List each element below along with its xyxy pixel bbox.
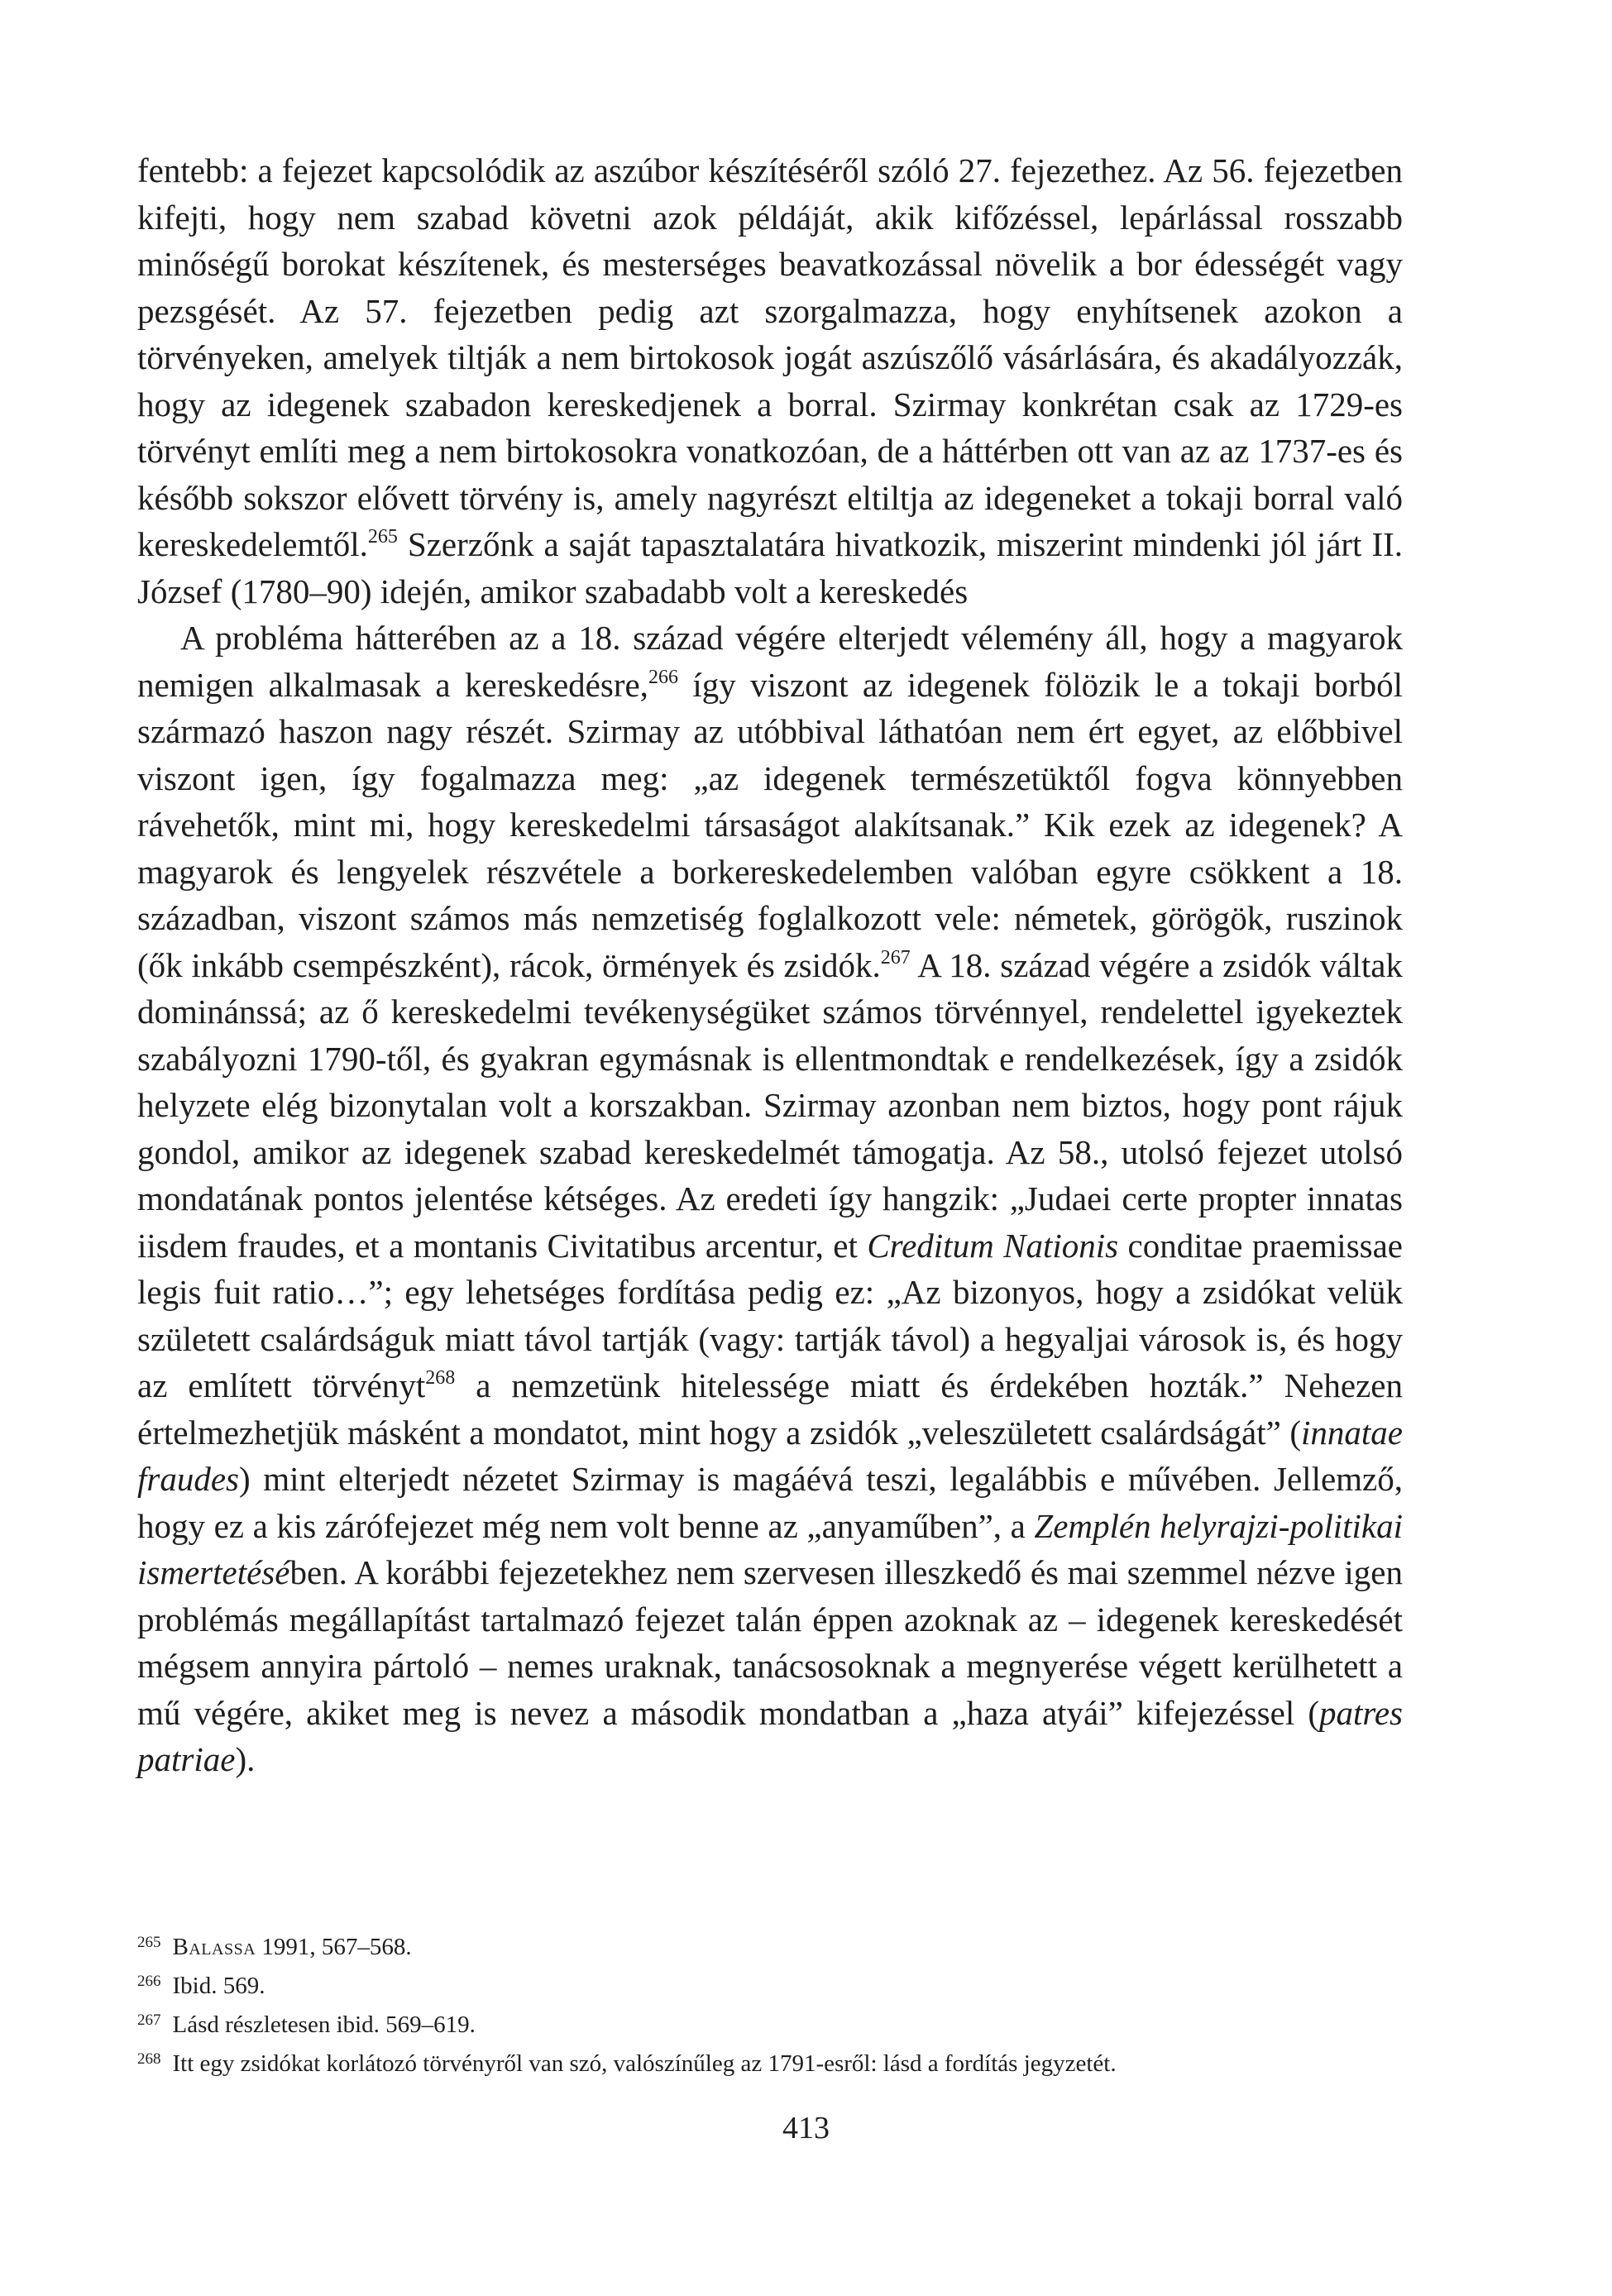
footnote-reference: 265 [367,526,398,548]
paragraph [137,615,1403,1783]
text-run: A 18. század végére a zsidók váltak dominánssá; az ő kereskedelmi tevékenységüket számos törvénnyel, rendelettel igyekeztek szabályozni 1790-től, és gyakran egymásnak is ellentmondtak e rendelkezések, így a zsidók helyzete elég bizonytalan volt a korszakban. Szirmay azonban nem biztos, hogy pont rájuk gondol, amikor az idegenek szabad kereskedelmét támogatja. Az 58., utolsó fejezet utolsó mondatának pontos jelentése kétséges. Az eredeti így hangzik: „Judaei certe propter innatas iisdem fraudes, et a montanis Civitatibus arcentur, et [137,945,1404,1265]
footnote-text: Lásd részletesen ibid. 569–619. [172,2011,476,2038]
footnote-number: 266 [137,1973,161,1990]
page-number: 413 [782,2111,830,2145]
main-text [137,147,1403,1783]
text-run: ben. A korábbi fejezetekhez nem szervesen illeszkedő és mai szemmel nézve igen problémás megállapítást tartalmazó fejezet talán éppen azoknak az – idegenek kereskedését mégsem annyira pártoló – nemes uraknak, tanácsosoknak a megnyerése végett kerülhetett a mű végére, akiket meg is nevez a második mondatban a „haza atyái” kifejezéssel ( [137,1553,1403,1732]
footnote [137,2003,1403,2042]
footnote-reference: 266 [648,666,678,688]
footnote-number: 267 [137,2011,161,2029]
footnote-number: 268 [137,2050,161,2068]
footnote-text: 1991, 567–568. [256,1934,412,1960]
text-run: a nemzetünk hitelessége miatt és érdekében hozták.” Nehezen értelmezhetjük másként a mondatot, mint hogy a zsidók „veleszületett csalárdságát” ( [137,1366,1403,1452]
text-run: conditae praemissae legis fuit ratio…”; egy lehetséges fordítása pedig ez: „Az bizonyos, hogy a zsidókat velük született csalárdságuk miatt távol tartják (vagy: tartják távol) a hegyaljai városok is, és hogy az említett törvényt [137,1226,1404,1404]
italic-text: Zemplén helyrajzi-politikai ismertetésé [137,1506,1403,1591]
footnote [137,1925,1403,1964]
italic-text: patres patriae [137,1693,1403,1778]
text-run: ) mint elterjedt nézetet Szirmay is magáévá teszi, legalábbis e művében. Jellemző, hogy ez a kis zárófejezet még nem volt benne az „anyaműben”, a [137,1460,1403,1545]
text-run: Szerzőnk a saját tapasztalatára hivatkozik, miszerint mindenki jól járt II. József (1780–90) idején, amikor szabadabb volt a kereskedés [137,525,1403,610]
text-run: fentebb: a fejezet kapcsolódik az aszúbor készítéséről szóló 27. fejezethez. Az 56. fejezetben kifejti, hogy nem szabad követni azok példáját, akik kifőzéssel, lepárlással rosszabb minőségű borokat készítenek, és mesterséges beavatkozással növelik a bor édességét vagy pezsgését. Az 57. fejezetben pedig azt szorgalmazza, hogy enyhítsenek azokon a törvényeken, amelyek tiltják a nem birtokosok jogát aszúszőlő vásárlására, és akadályozzák, hogy az idegenek szabadon kereskedjenek a borral. Szirmay konkrétan csak az 1729-es törvényt említi meg a nem birtokosokra vonatkozóan, de a háttérben ott van az az 1737-es és később sokszor elővett törvény is, amely nagyrészt eltiltja az idegeneket a tokaji borral való kereskedelemtől. [137,151,1403,563]
paragraph [137,147,1403,615]
footnote [137,1964,1403,2003]
footnote-text: Itt egy zsidókat korlátozó törvényről van szó, valószínűleg az 1791-esről: lásd a fordítás jegyzetét. [172,2050,1117,2077]
italic-text: Creditum Nationis [867,1226,1119,1265]
footnote-reference: 268 [425,1367,456,1389]
footnote-number: 265 [137,1934,161,1951]
text-run: ). [235,1740,256,1778]
italic-text: innatae fraudes [137,1413,1403,1498]
footnote [137,2042,1403,2081]
footnote-text: Ibid. 569. [172,1973,265,1999]
text-run: így viszont az idegenek fölözik le a tokaji borból származó haszon nagy részét. Szirmay az utóbbival láthatóan nem ért egyet, az előbbivel viszont igen, így fogalmazza meg: „az idegenek természetüktől fogva könnyebben rávehetők, mint mi, hogy kereskedelmi társaságot alakítsanak.” Kik ezek az idegenek? A magyarok és lengyelek részvétele a borkereskedelemben valóban egyre csökkent a 18. században, viszont számos más nemzetiség foglalkozott vele: németek, görögök, ruszinok (ők inkább csempészként), rácok, örmények és zsidók. [137,665,1403,984]
footnote-author: Balassa [172,1934,256,1960]
footnote-reference: 267 [880,946,911,969]
text-run: A probléma hátterében az a 18. század végére elterjedt vélemény áll, hogy a magyarok nemigen alkalmasak a kereskedésre, [137,619,1403,704]
footnotes [137,1925,1403,2081]
